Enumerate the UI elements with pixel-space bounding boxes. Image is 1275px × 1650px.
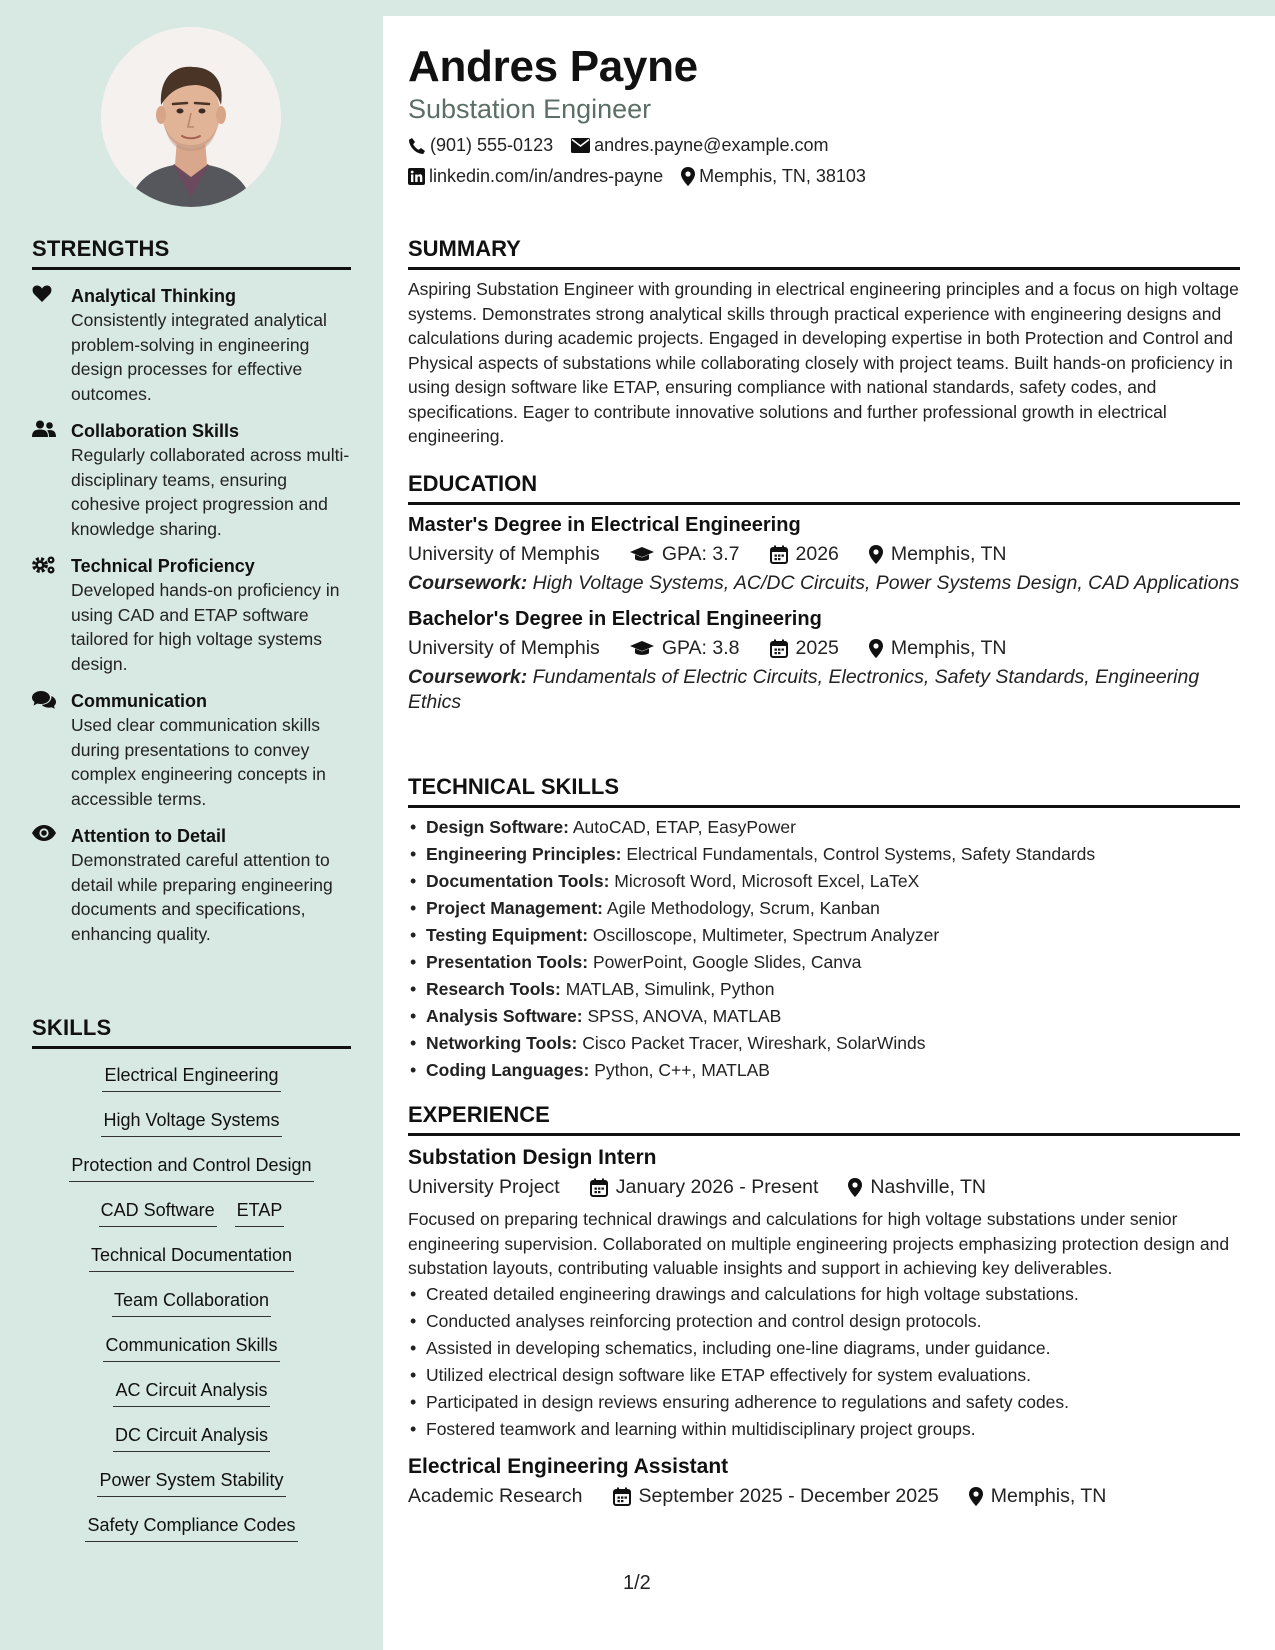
skill-category: Networking Tools: (426, 1033, 578, 1053)
strengths-heading: STRENGTHS (32, 236, 351, 270)
school-location: Memphis, TN (890, 543, 1007, 565)
education-meta (408, 543, 1240, 566)
education-item (408, 514, 1240, 596)
skill-tag: CAD Software (99, 1196, 217, 1227)
graduation-cap-icon (630, 546, 654, 563)
strength-item (32, 554, 351, 676)
list-item: • Participated in design reviews ensuring adherence to regulations and safety codes. (408, 1389, 1240, 1416)
technical-skills-section (408, 774, 1240, 1084)
sidebar (0, 0, 383, 1650)
skill-values: PowerPoint, Google Slides, Canva (592, 952, 862, 972)
skill-values: AutoCAD, ETAP, EasyPower (572, 817, 796, 837)
list-item: • Conducted analyses reinforcing protection and control design protocols. (408, 1308, 1240, 1335)
skill-values: Oscilloscope, Multimeter, Spectrum Analyzer (592, 925, 940, 945)
phone-icon (408, 137, 426, 155)
list-item (408, 1030, 1240, 1057)
map-pin-icon (869, 639, 883, 658)
gpa: GPA: 3.7 (661, 543, 740, 565)
skill-values: Electrical Fundamentals, Control Systems, Safety Standards (626, 844, 1096, 864)
degree-title: Master's Degree in Electrical Engineering (408, 514, 801, 536)
skill-list (32, 1061, 351, 1556)
strength-item (32, 284, 351, 406)
school-name: University of Memphis (408, 637, 600, 659)
job-dates: January 2026 - Present (615, 1176, 819, 1198)
technical-skills-heading: TECHNICAL SKILLS (408, 774, 1240, 808)
list-item (408, 1057, 1240, 1084)
map-pin-icon (848, 1178, 862, 1197)
list-item (408, 868, 1240, 895)
job-location: Memphis, TN (990, 1484, 1107, 1507)
list-item: • Assisted in developing schematics, including one-line diagrams, under guidance. (408, 1335, 1240, 1362)
skill-tag: Team Collaboration (112, 1286, 271, 1317)
users-icon (32, 419, 71, 541)
experience-heading: EXPERIENCE (408, 1102, 1240, 1136)
skill-category: Analysis Software: (426, 1006, 583, 1026)
summary-heading: SUMMARY (408, 236, 1240, 270)
skill-values: SPSS, ANOVA, MATLAB (587, 1006, 782, 1026)
list-item (408, 1003, 1240, 1030)
education-heading: EDUCATION (408, 471, 1240, 505)
strength-description: Consistently integrated analytical problem-solving in engineering design processes for effective outcomes. (71, 310, 327, 404)
skill-tag: Protection and Control Design (69, 1151, 313, 1182)
job-dates: September 2025 - December 2025 (638, 1484, 939, 1507)
skill-tag: Electrical Engineering (102, 1061, 280, 1092)
skill-category: Engineering Principles: (426, 844, 622, 864)
education-section (408, 471, 1240, 715)
linkedin-link[interactable]: linkedin.com/in/andres-payne (429, 166, 664, 186)
job-meta (408, 1176, 1240, 1199)
skill-values: Python, C++, MATLAB (594, 1060, 770, 1080)
contact-row (408, 166, 866, 187)
email-icon (571, 138, 590, 153)
coursework (408, 571, 1240, 596)
phone-text: (901) 555-0123 (430, 135, 554, 155)
linkedin-icon (408, 168, 425, 185)
job-location: Nashville, TN (870, 1176, 987, 1198)
strength-description: Used clear communication skills during presentations to convey complex engineering concepts in accessible terms. (71, 715, 326, 809)
strength-title: Collaboration Skills (71, 421, 240, 441)
profile-photo (101, 27, 281, 207)
job-item (408, 1146, 1240, 1443)
strength-description: Developed hands-on proficiency in using CAD and ETAP software tailored for high voltage systems design. (71, 580, 340, 674)
skill-values: MATLAB, Simulink, Python (565, 979, 775, 999)
skills-heading: SKILLS (32, 1015, 351, 1049)
comments-icon (32, 689, 71, 811)
organization: University Project (408, 1176, 560, 1198)
skill-tag: ETAP (235, 1196, 285, 1227)
list-item (408, 949, 1240, 976)
strength-description: Regularly collaborated across multi-disciplinary teams, ensuring cohesive project progression and knowledge sharing. (71, 445, 350, 539)
skill-category: Coding Languages: (426, 1060, 590, 1080)
job-title: Substation Design Intern (408, 1146, 657, 1169)
contact-row (408, 135, 829, 156)
skill-category: Presentation Tools: (426, 952, 589, 972)
list-item (408, 895, 1240, 922)
list-item (408, 976, 1240, 1003)
skill-tag: Safety Compliance Codes (85, 1511, 297, 1542)
calendar-icon (770, 639, 788, 658)
summary-section (408, 236, 1240, 449)
coursework-list: High Voltage Systems, AC/DC Circuits, Power Systems Design, CAD Applications (532, 572, 1240, 594)
list-item (408, 922, 1240, 949)
skills-section (32, 1015, 351, 1556)
skill-category: Design Software: (426, 817, 569, 837)
job-meta (408, 1485, 1240, 1508)
strength-title: Communication (71, 691, 208, 711)
strength-description: Demonstrated careful attention to detail while preparing engineering documents and specifications, enhancing quality. (71, 850, 333, 944)
degree-title: Bachelor's Degree in Electrical Engineering (408, 608, 822, 630)
skill-tag: Communication Skills (103, 1331, 279, 1362)
technical-skills-list (408, 814, 1240, 1084)
list-item: • Fostered teamwork and learning within multidisciplinary project groups. (408, 1416, 1240, 1443)
coursework-list: Fundamentals of Electric Circuits, Electronics, Safety Standards, Engineering Ethics (408, 666, 1200, 713)
skill-category: Documentation Tools: (426, 871, 610, 891)
school-location: Memphis, TN (890, 637, 1007, 659)
school-name: University of Memphis (408, 543, 600, 565)
skill-tag: DC Circuit Analysis (113, 1421, 270, 1452)
strength-title: Technical Proficiency (71, 556, 255, 576)
skill-tag: AC Circuit Analysis (113, 1376, 269, 1407)
list-item: • Utilized electrical design software like ETAP effectively for system evaluations. (408, 1362, 1240, 1389)
candidate-title: Substation Engineer (408, 94, 652, 124)
email-link[interactable]: andres.payne@example.com (594, 135, 829, 155)
job-title: Electrical Engineering Assistant (408, 1454, 729, 1478)
map-pin-icon (969, 1487, 983, 1506)
calendar-icon (770, 545, 788, 564)
experience-section (408, 1102, 1240, 1508)
education-meta (408, 637, 1240, 660)
map-pin-icon (869, 545, 883, 564)
coursework (408, 665, 1240, 715)
graduation-year: 2025 (795, 637, 839, 659)
skill-tag: Technical Documentation (89, 1241, 294, 1272)
list-item (408, 814, 1240, 841)
skill-values: Agile Methodology, Scrum, Kanban (606, 898, 880, 918)
skill-tag: Power System Stability (97, 1466, 285, 1497)
candidate-name: Andres Payne (408, 42, 698, 91)
gears-icon (32, 554, 71, 676)
skill-category: Testing Equipment: (426, 925, 589, 945)
strength-item (32, 824, 351, 946)
job-item (408, 1455, 1240, 1508)
calendar-icon (590, 1178, 608, 1197)
list-item (408, 841, 1240, 868)
heart-icon (32, 284, 71, 406)
summary-text: Aspiring Substation Engineer with grounding in electrical engineering principles and a focus on high voltage systems. Demonstrates strong analytical skills through practical experience with engineering designs and calculations during academic projects. Engaged in developing expertise in both Protection and Control and Physical aspects of substations while collaborating closely with project teams. Built hands-on proficiency in using design software like ETAP, ensuring compliance with national standards, safety codes, and specifications. Eager to contribute innovative solutions and further professional growth in electrical engineering. (408, 279, 1239, 446)
education-item (408, 608, 1240, 715)
job-summary: Focused on preparing technical drawings and calculations for high voltage substations under senior engineering supervision. Collaborated on multiple engineering projects emphasizing protection design and substation layouts, contributing valuable insights and support in achieving key deliverables. (408, 1209, 1230, 1278)
gpa: GPA: 3.8 (661, 637, 740, 659)
skill-category: Research Tools: (426, 979, 561, 999)
coursework-label: Coursework: (408, 666, 528, 688)
strengths-section (32, 236, 351, 946)
job-bullets (408, 1281, 1240, 1443)
skill-tag: High Voltage Systems (101, 1106, 281, 1137)
graduation-cap-icon (630, 640, 654, 657)
strength-item (32, 689, 351, 811)
skill-values: Microsoft Word, Microsoft Excel, LaTeX (614, 871, 920, 891)
list-item: • Created detailed engineering drawings and calculations for high voltage substations. (408, 1281, 1240, 1308)
skill-category: Project Management: (426, 898, 603, 918)
map-pin-icon (681, 167, 695, 186)
calendar-icon (613, 1487, 631, 1506)
graduation-year: 2026 (795, 543, 839, 565)
eye-icon (32, 824, 71, 946)
organization: Academic Research (408, 1484, 583, 1507)
location-text: Memphis, TN, 38103 (699, 166, 866, 186)
strength-title: Analytical Thinking (71, 286, 237, 306)
coursework-label: Coursework: (408, 572, 528, 594)
page-number: 1/2 (623, 1572, 651, 1594)
strength-title: Attention to Detail (71, 826, 226, 846)
strength-item (32, 419, 351, 541)
skill-values: Cisco Packet Tracer, Wireshark, SolarWinds (582, 1033, 926, 1053)
